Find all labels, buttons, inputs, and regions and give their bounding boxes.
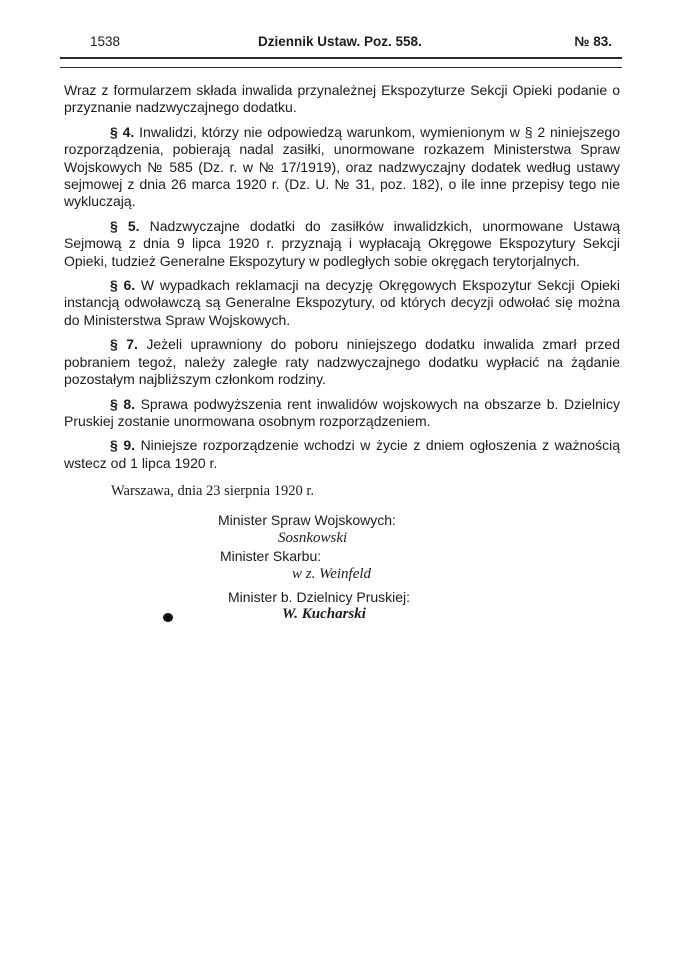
- paragraph-text: Inwalidzi, którzy nie odpowiedzą warunkom, wymienionym w § 2 niniejszego rozporządzenia, pobierają nadal zasiłki, unormowane rozkazem Ministerstwa Spraw Wojskowych № 585 (Dz. r. w № 17/1919), oraz nadzwyczajny dodatek według ustawy sejmowej z dnia 26 marca 1920 r. (Dz. U. № 31, poz. 182), o ile inne przepisy tego nie wykluczają.: [64, 123, 620, 210]
- section-number: § 4.: [110, 123, 135, 140]
- signatory-name: w z. Weinfeld: [292, 566, 372, 582]
- paragraph-section-8: [64, 396, 620, 431]
- paragraph-section-5: [64, 218, 620, 270]
- paragraph-text: Niniejsze rozporządzenie wchodzi w życie z dniem ogłoszenia z ważnością wstecz od 1 lipca 1920 r.: [64, 437, 620, 471]
- section-number: § 8.: [110, 395, 136, 412]
- page-header: [64, 34, 620, 54]
- page-number: 1538: [90, 34, 121, 49]
- paragraph-text: Sprawa podwyższenia rent inwalidów wojskowych na obszarze b. Dzielnicy Pruskiej zostanie unormowana osobnym rozporządzeniem.: [64, 395, 620, 429]
- signatory-title: Minister Skarbu:: [220, 548, 322, 564]
- section-number: § 7.: [110, 336, 138, 353]
- header-rule-bottom: [60, 67, 622, 68]
- section-number: § 9.: [110, 437, 136, 454]
- issue-number: № 83.: [574, 34, 612, 49]
- paragraph-section-4: [64, 124, 620, 211]
- paragraph-text: W wypadkach reklamacji na decyzję Okręgowych Ekspozytur Sekcji Opieki instancją odwoławczą są Generalne Ekspozytury, od których decyzji odwołać się można do Ministerstwa Spraw Wojskowych.: [64, 277, 621, 328]
- paragraph-text: Wraz z formularzem składa inwalida przynależnej Ekspozyturze Sekcji Opieki podanie o przyznanie nadzwyczajnego dodatku.: [64, 82, 620, 116]
- signatory-title: Minister b. Dzielnicy Pruskiej:: [228, 589, 411, 605]
- signatory-title: Minister Spraw Wojskowych:: [218, 512, 396, 528]
- signatory-name: W. Kucharski: [282, 606, 366, 622]
- section-number: § 5.: [110, 217, 140, 234]
- document-body: [64, 82, 620, 479]
- journal-title: Dziennik Ustaw. Poz. 558.: [258, 34, 422, 49]
- ink-spot: [163, 613, 173, 622]
- place-and-date: Warszawa, dnia 23 sierpnia 1920 r.: [111, 483, 314, 499]
- paragraph-text: Nadzwyczajne dodatki do zasiłków inwalidzkich, unormowane Ustawą Sejmową z dnia 9 lipca 1920 r. przyznają i wypłacają Okręgowe Ekspozytury Sekcji Opieki, tudzież Generalne Ekspozytury w podległych sobie okręgach terytorjalnych.: [64, 217, 620, 269]
- paragraph-intro: [64, 82, 620, 117]
- header-rule-top: [60, 57, 622, 59]
- paragraph-section-6: [64, 277, 620, 329]
- section-number: § 6.: [110, 277, 136, 294]
- signatory-name: Sosnkowski: [278, 530, 348, 546]
- paragraph-text: Jeżeli uprawniony do poboru niniejszego dodatku inwalida zmarł przed pobraniem tegoż, należy zaległe raty nadzwyczajnego dodatku wypłacić na żądanie pozostałym najbliższym członkom rodziny.: [64, 336, 620, 388]
- paragraph-section-9: [64, 437, 620, 472]
- paragraph-section-7: [64, 336, 620, 388]
